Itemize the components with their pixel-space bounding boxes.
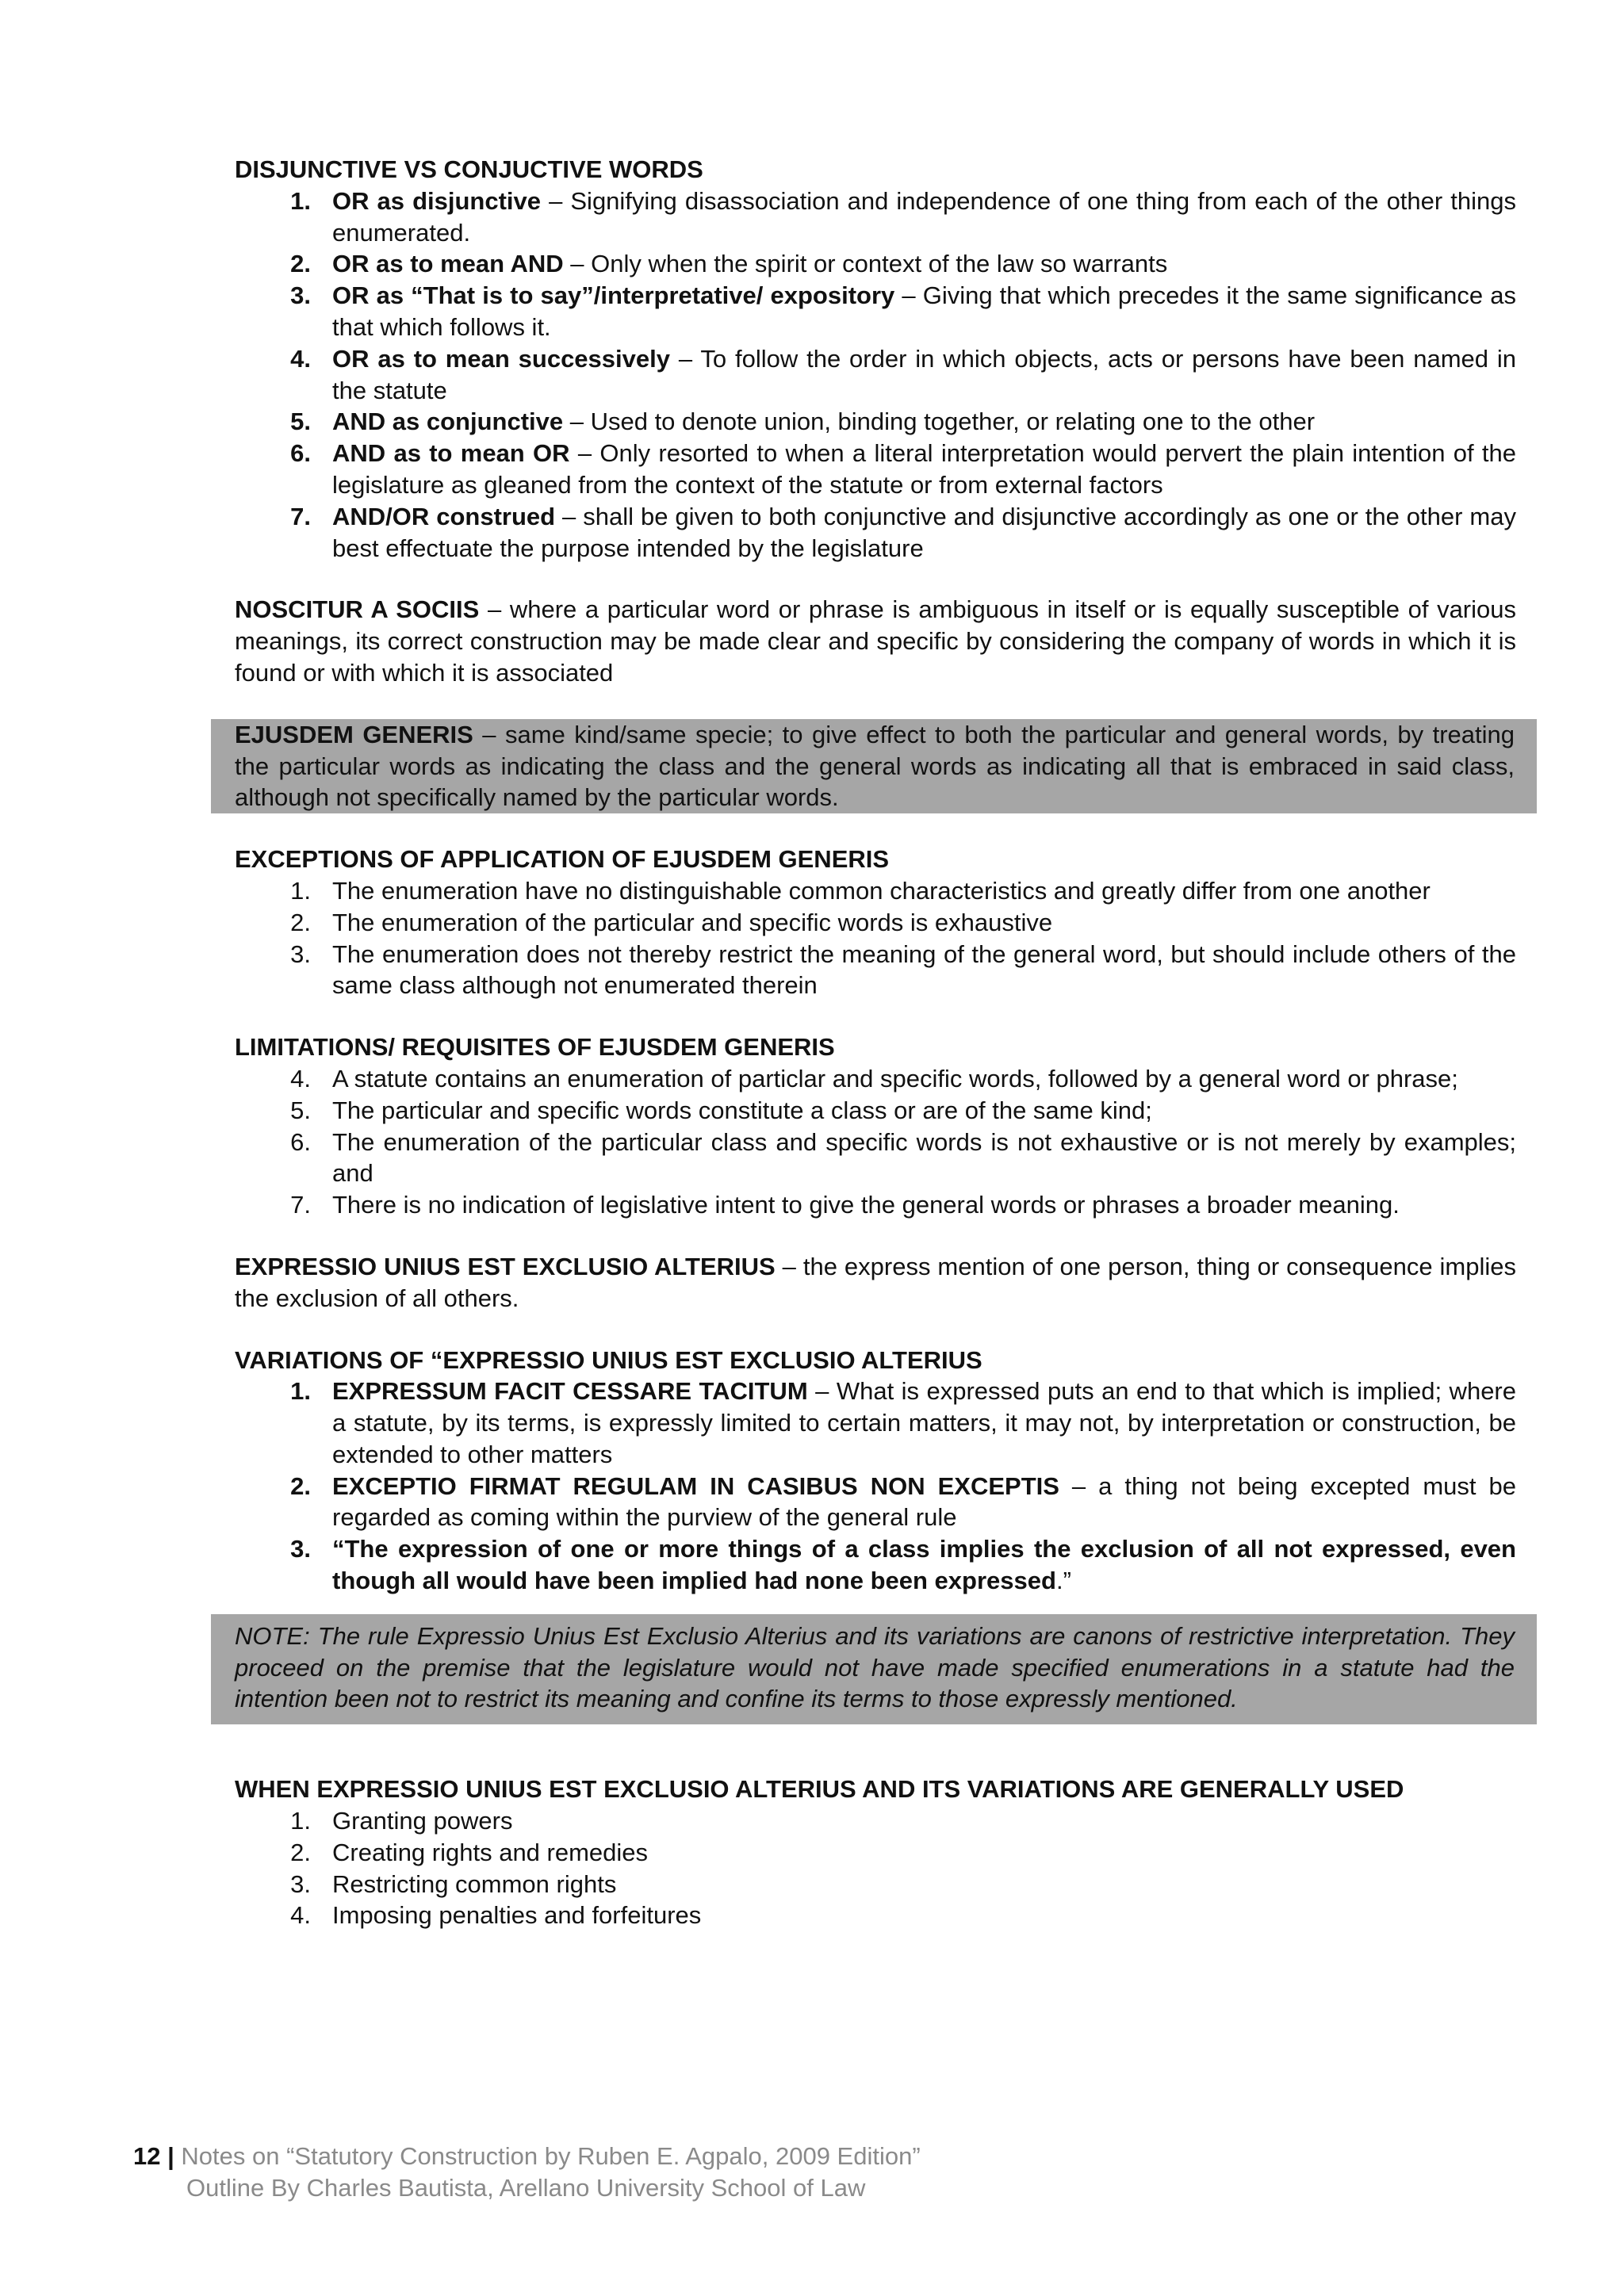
list-item: 1. OR as disjunctive – Signifying disassociation and independence of one thing from each of the other things enumerated.: [290, 186, 1517, 247]
term: OR as “That is to say”/interpretative/ expository: [332, 281, 895, 310]
section-heading-when-used: WHEN EXPRESSIO UNIUS EST EXCLUSIO ALTERIUS AND ITS VARIATIONS ARE GENERALLY USED: [235, 1775, 1404, 1804]
list-item: 2. Creating rights and remedies: [290, 1838, 649, 1866]
term: EXPRESSIO UNIUS EST EXCLUSIO ALTERIUS: [235, 1252, 776, 1280]
term: OR as disjunctive: [332, 186, 542, 215]
exceptions-list: [235, 875, 1516, 1001]
list-item: 2. EXCEPTIO FIRMAT REGULAM IN CASIBUS NON EXCEPTIS – a thing not being excepted must be regarded as coming within the purview of the general rule: [290, 1471, 1516, 1532]
term: EXCEPTIO FIRMAT REGULAM IN CASIBUS NON EXCEPTIS: [332, 1471, 1059, 1500]
section-heading-variations: VARIATIONS OF “EXPRESSIO UNIUS EST EXCLUSIO ALTERIUS: [235, 1345, 982, 1374]
list-item: 3. The enumeration does not thereby restrict the meaning of the general word, but should include others of the same class although not enumerated therein: [290, 939, 1516, 1000]
term: EXPRESSUM FACIT CESSARE TACITUM: [332, 1377, 808, 1406]
list-item: 1. The enumeration have no distinguishable common characteristics and greatly differ from one another: [290, 876, 1431, 905]
noscitur-paragraph: NOSCITUR A SOCIIS – where a particular word or phrase is ambiguous in itself or is equally susceptible of various meanings, its correct construction may be made clear and specific by considering the company of words in which it is found or with which it is associated: [235, 595, 1516, 687]
term: “The expression of one or more things of a class implies the exclusion of all not expressed, even though all would have been implied had none been expressed: [332, 1535, 1516, 1595]
list-item: 2. The enumeration of the particular and specific words is exhaustive: [290, 908, 1053, 936]
term: NOSCITUR A SOCIIS: [235, 595, 480, 624]
note-text: NOTE: The rule Expressio Unius Est Exclusio Alterius and its variations are canons of restrictive interpretation. They proceed on the premise that the legislature would not have made specified enumerations in a statute had the intention been not to restrict its meaning and confine its terms to those expressly mentioned.: [235, 1621, 1515, 1713]
list-item: 4. OR as to mean successively – To follow the order in which objects, acts or persons have been named in the statute: [290, 344, 1516, 404]
term: AND as to mean OR: [332, 439, 570, 468]
list-item: 3. OR as “That is to say”/interpretative/ expository – Giving that which precedes it the same significance as that which follows it.: [290, 281, 1516, 341]
page-number: 12 |: [133, 2142, 174, 2170]
list-item: 1. EXPRESSUM FACIT CESSARE TACITUM – What is expressed puts an end to that which is implied; where a statute, by its terms, is expressly limited to certain matters, it may not, by interpretation or construction, be extended to other matters: [290, 1377, 1516, 1468]
list-item: 6. The enumeration of the particular class and specific words is not exhaustive or is not merely by examples; and: [290, 1127, 1516, 1188]
expressio-paragraph: EXPRESSIO UNIUS EST EXCLUSIO ALTERIUS – the express mention of one person, thing or consequence implies the exclusion of all others.: [235, 1252, 1516, 1312]
variations-list: [235, 1376, 1516, 1597]
term: OR as to mean successively: [332, 344, 670, 373]
term: AND as conjunctive: [332, 408, 564, 436]
list-item: 7. There is no indication of legislative intent to give the general words or phrases a broader meaning.: [290, 1191, 1400, 1219]
footer-line-2: Outline By Charles Bautista, Arellano University School of Law: [186, 2174, 866, 2202]
section-heading-limitations: LIMITATIONS/ REQUISITES OF EJUSDEM GENERIS: [235, 1033, 835, 1062]
footer-line-1: 12 | Notes on “Statutory Construction by Ruben E. Agpalo, 2009 Edition”: [133, 2142, 921, 2170]
list-item: 3. “The expression of one or more things of a class implies the exclusion of all not expressed, even though all would have been implied had none been expressed.”: [290, 1535, 1516, 1595]
disjunctive-list: [235, 186, 1516, 564]
term: AND/OR construed: [332, 502, 556, 530]
list-item: 3. Restricting common rights: [290, 1869, 617, 1898]
list-item: 4. A statute contains an enumeration of particlar and specific words, followed by a general word or phrase;: [290, 1064, 1458, 1093]
list-item: 5. AND as conjunctive – Used to denote union, binding together, or relating one to the other: [290, 408, 1316, 436]
list-item: 7. AND/OR construed – shall be given to both conjunctive and disjunctive accordingly as one or the other may best effectuate the purpose intended by the legislature: [290, 502, 1516, 562]
note-box: [211, 1614, 1537, 1724]
ejusdem-generis-box: EJUSDEM GENERIS – same kind/same specie; to give effect to both the particular and general words, by treating the particular words as indicating the class and the general words as indicating all that is embraced in said class, although not specifically named by the particular words.: [211, 719, 1537, 813]
document-body: [235, 154, 1516, 1931]
list-item: 6. AND as to mean OR – Only resorted to when a literal interpretation would pervert the plain intention of the legislature as gleaned from the context of the statute or from external factors: [290, 439, 1517, 499]
list-item: 2. OR as to mean AND – Only when the spirit or context of the law so warrants: [290, 250, 1168, 278]
limitations-list: [235, 1063, 1516, 1221]
term: EJUSDEM GENERIS: [235, 720, 473, 748]
when-used-list: [235, 1805, 1516, 1931]
list-item: 4. Imposing penalties and forfeitures: [290, 1901, 702, 1930]
list-item: 1. Granting powers: [290, 1807, 513, 1835]
term: OR as to mean AND: [332, 250, 564, 278]
page-footer: [133, 2141, 921, 2204]
section-heading-disjunctive: DISJUNCTIVE VS CONJUCTIVE WORDS: [235, 155, 703, 183]
list-item: 5. The particular and specific words constitute a class or are of the same kind;: [290, 1096, 1152, 1124]
section-heading-exceptions: EXCEPTIONS OF APPLICATION OF EJUSDEM GENERIS: [235, 845, 890, 874]
